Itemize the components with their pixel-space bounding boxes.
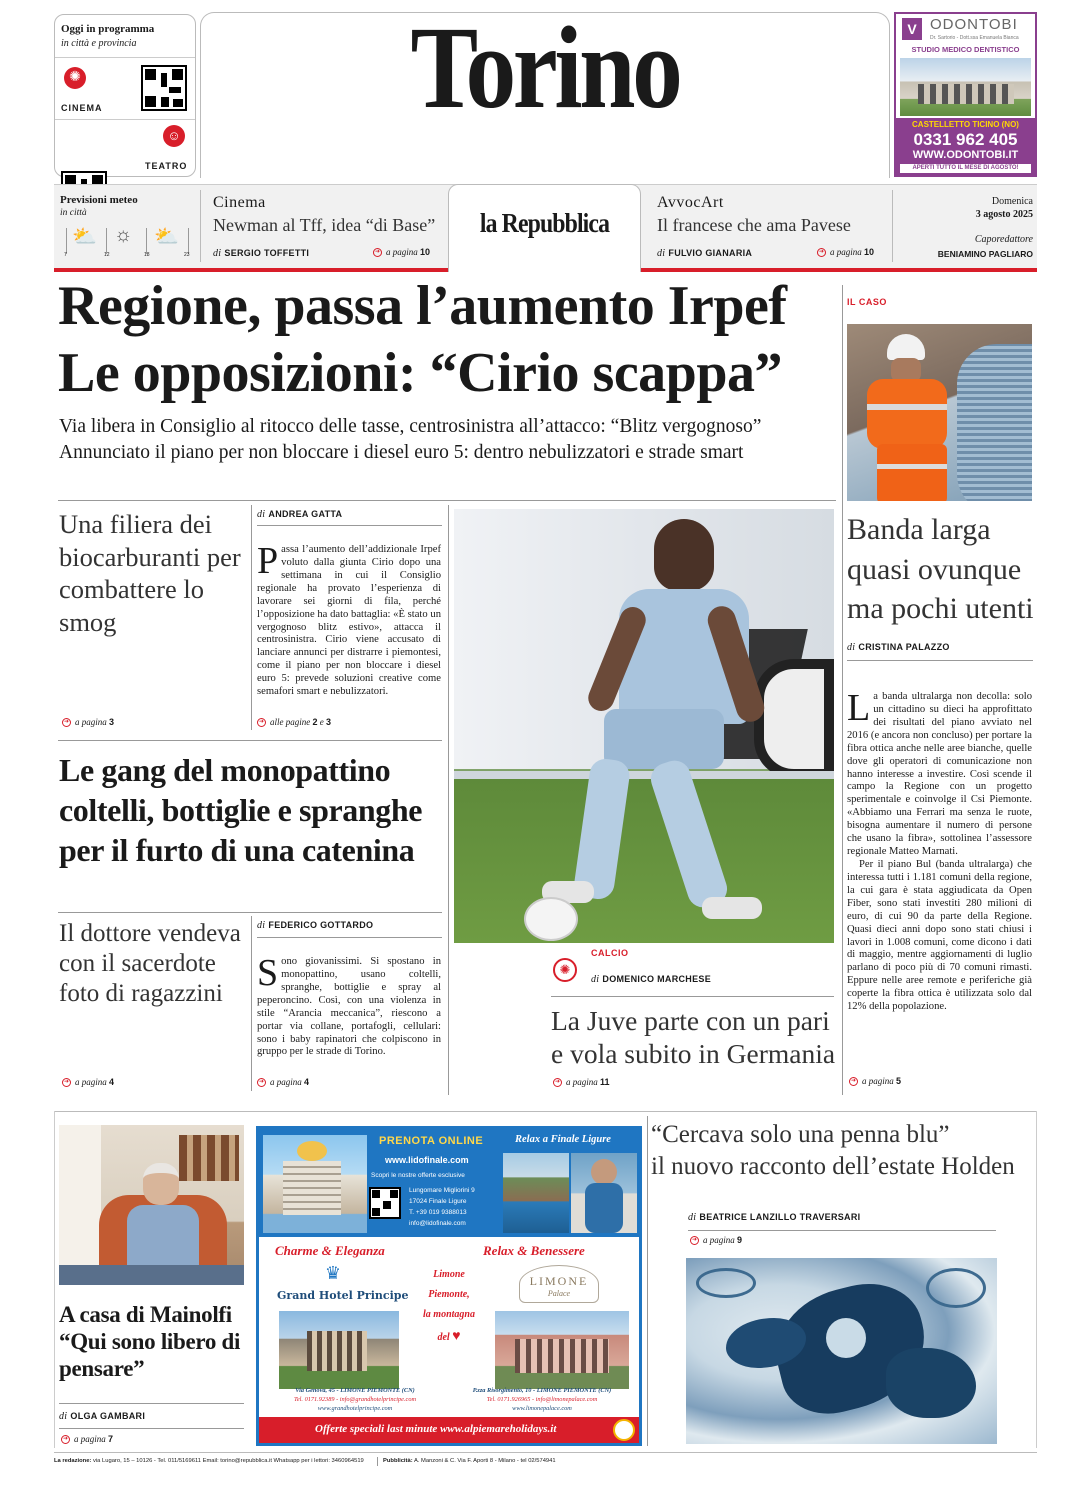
soccer-ball-icon: ✺ <box>553 958 577 982</box>
cinema-icon: ✺ <box>64 67 86 89</box>
paper-logo: la Repubblica <box>479 208 610 238</box>
ad-lido-photo <box>263 1135 367 1233</box>
meteo-hour: 23 <box>184 252 190 258</box>
programma-subtitle: in città e provincia <box>61 38 137 49</box>
caso-kicker: IL CASO <box>847 297 887 307</box>
ad-lp-tel: Tel. 0171.926965 - info@limonepalace.com <box>486 1396 598 1403</box>
juve-kicker: CALCIO <box>591 948 629 958</box>
ad-charme: Charme & Eleganza <box>275 1243 385 1258</box>
ad-lp-address: P.zza Risorgimento, 10 - LIMONE PIEMONTE (CN) <box>472 1387 612 1394</box>
ad-lido-phone: T. +39 019 9388013 <box>409 1209 467 1216</box>
ad-odontobi-studio: STUDIO MEDICO DENTISTICO <box>911 45 1020 54</box>
lead-headline-1[interactable]: Regione, passa l’aumento Irpef <box>58 275 787 337</box>
biocarburanti-page[interactable]: ➜ a pagina 3 <box>63 717 115 727</box>
ad-odontobi-location: CASTELLETTO TICINO (NO) <box>912 120 1019 129</box>
date: 3 agosto 2025 <box>975 209 1033 220</box>
biocarburanti-headline[interactable]: Una filiera dei biocarburanti per combattere lo smog <box>59 509 241 637</box>
caso-photo[interactable] <box>847 324 1032 501</box>
editor-name: BENIAMINO PAGLIARO <box>937 249 1033 259</box>
holden-headline-1[interactable]: “Cercava solo una penna blu” <box>651 1121 950 1148</box>
ad-gh-web[interactable]: www.grandhotelprincipe.com <box>317 1405 393 1412</box>
meteo-icon-7: ⛅ <box>72 226 97 248</box>
teaser-headline: Newman al Tff, idea “di Base” <box>213 215 436 235</box>
ad-benessere: Relax & Benessere <box>483 1243 585 1258</box>
dottore-page[interactable]: ➜ a pagina 4 <box>63 1077 115 1087</box>
mainolfi-photo[interactable] <box>59 1125 244 1285</box>
ad-limone-1: Limone <box>433 1269 465 1280</box>
meteo-subtitle: in città <box>60 208 87 218</box>
ad-lido-qr[interactable] <box>369 1187 401 1219</box>
dottore-headline[interactable]: Il dottore vendeva con il sacerdote foto di ragazzini <box>59 920 241 1007</box>
editor-label: Caporedattore <box>974 234 1033 245</box>
lead-body: Passa l’aumento dell’addizionale Irpef voluto dalla giunta Cirio dopo una settimana in cui il Consiglio regionale ha provato l’esperienza di lavorare sei giorni di fila, perché l’opposizione ha dato battaglia: «È stato un vergognoso blitz estivo», attacca il centrosinistra. Cirio viene accusato di lanciare annunci per distrarre i piemontesi, come il piano per non bloccare i diesel euro 5: prevede soluzioni creative come semafori smart e nebulizzatori. <box>257 540 441 698</box>
lead-headline-2[interactable]: Le opposizioni: “Cirio scappa” <box>58 342 782 404</box>
ad-relax-photo <box>571 1153 637 1233</box>
ad-lp-web[interactable]: www.limonepalace.com <box>512 1405 572 1412</box>
ad-prenota[interactable]: PRENOTA ONLINE <box>379 1135 484 1147</box>
meteo-hour: 12 <box>104 252 110 258</box>
holden-headline-2[interactable]: il nuovo racconto dell’estate Holden <box>651 1153 1015 1180</box>
ad-odontobi-note: APERTI TUTTO IL MESE DI AGOSTO! <box>900 164 1031 173</box>
mainolfi-headline[interactable]: A casa di Mainolfi “Qui sono libero di pensare” <box>59 1302 241 1381</box>
holden-byline: di BEATRICE LANZILLO TRAVERSARI <box>688 1212 861 1223</box>
meteo-icon-18: ⛅ <box>154 226 179 248</box>
ad-odontobi[interactable] <box>894 12 1037 177</box>
ad-limone-4: del ♥ <box>437 1329 461 1344</box>
ad-grand-hotel-photo <box>279 1311 399 1389</box>
teaser-headline: Il francese che ama Pavese <box>657 215 851 235</box>
date-day: Domenica <box>991 196 1033 207</box>
cinema-qr[interactable] <box>141 65 187 111</box>
holden-page[interactable]: ➜ a pagina 9 <box>691 1235 743 1245</box>
teatro-label[interactable]: TEATRO <box>145 161 188 171</box>
footer-pubblicita: Pubblicità: A. Manzoni & C. Via F. Aporti 8 - Milano - tel 02/574941 <box>383 1458 556 1464</box>
ad-grand-hotel-name: Grand Hotel Principe <box>277 1289 409 1302</box>
gang-page[interactable]: ➜ a pagina 4 <box>258 1077 310 1087</box>
gang-body: Sono giovanissimi. Si spostano in monopattino, usano coltelli, spranghe, bottiglie e spray al peperoncino. Così, con una violenza in stile “Arancia meccanica”, riescono a portar via collane, portafogli, cellulari: sono i baby rapinatori che colpiscono in gruppo per le strade di Torino. <box>257 952 441 1058</box>
meteo-hour: 18 <box>144 252 150 258</box>
ad-offer-text[interactable]: Offerte speciali last minute www.alpiemareholidays.it <box>315 1423 557 1435</box>
ad-limone-palace-logo: LIMONE Palace <box>519 1265 599 1303</box>
ad-odontobi-logo-icon: V <box>902 18 922 40</box>
teaser-section: AvvocArt <box>657 194 724 211</box>
gang-headline[interactable]: Le gang del monopattino coltelli, bottiglie e spranghe per il furto di una catenina <box>59 752 423 868</box>
teaser-page[interactable]: ➜ a pagina 10 <box>818 247 875 257</box>
masthead-title: Torino <box>410 2 680 133</box>
lead-subhead-2: Annunciato il piano per non bloccare i diesel euro 5: dentro nebulizzatori e strade smart <box>59 442 744 463</box>
teaser-avvocart[interactable] <box>648 184 888 268</box>
meteo-icon-12: ☼ <box>114 224 133 246</box>
gang-byline: di FEDERICO GOTTARDO <box>257 920 374 931</box>
cinema-label[interactable]: CINEMA <box>61 103 103 113</box>
ad-offer-qr[interactable] <box>265 1444 295 1446</box>
meteo-title: Previsioni meteo <box>60 194 138 206</box>
teaser-page[interactable]: ➜ a pagina 10 <box>374 247 431 257</box>
teatro-icon: ☺ <box>163 125 185 147</box>
teaser-cinema[interactable] <box>204 184 444 268</box>
ad-lido-address-2: 17024 Finale Ligure <box>409 1198 467 1205</box>
ad-odontobi-doctors: Dr. Sartorio - Dott.ssa Emanuela Bianca <box>930 35 1019 41</box>
heart-icon: ♥ <box>452 1329 461 1344</box>
ad-limone-2: Piemonte, <box>428 1289 470 1300</box>
ad-odontobi-building <box>900 58 1031 116</box>
mainolfi-byline: di OLGA GAMBARI <box>59 1411 146 1422</box>
juve-photo[interactable] <box>454 509 834 943</box>
meteo-hour: 7 <box>64 252 67 258</box>
juve-page[interactable]: ➜ a pagina 11 <box>554 1077 610 1087</box>
mainolfi-page[interactable]: ➜ a pagina 7 <box>62 1434 114 1444</box>
caso-body-2: Per il piano Bul (banda ultralarga) che interessa tutti i 1.181 comuni della regione, la cui gara è stata aggiudicata da Open Fiber, sono stati investiti 280 milioni di euro, di cui 90 da parte della Regione. Quasi dieci anni dopo sono stati chiusi i lavori in 1.008 comuni, come dicono i dati di maggio, mentre aggiornamenti di luglio parlano di poco più di 70 comuni rimasti. Eppure nelle aree remote e periferiche già coperte la fibra ottica è utilizzata solo dal 12% della popolazione. <box>847 858 1032 1013</box>
footer-redazione: La redazione: via Lugaro, 15 – 10126 - Tel. 011/5169611 Email: torino@repubblica.it Whatsapp per i lettori: 3460964519 <box>54 1458 364 1464</box>
ad-lido-address-1: Lungomare Migliorini 9 <box>409 1187 475 1194</box>
teaser-section: Cinema <box>213 194 266 211</box>
ad-relax-finale: Relax a Finale Ligure <box>515 1134 611 1145</box>
programma-title: Oggi in programma <box>61 23 155 35</box>
ad-limone-3: la montagna <box>423 1309 475 1320</box>
caso-headline[interactable]: Banda larga quasi ovunque ma pochi utenti <box>847 513 1034 626</box>
lead-pages[interactable]: ➜ alle pagine 2 e 3 <box>258 717 332 727</box>
ad-gh-address: Via Genova, 45 - LIMONE PIEMONTE (CN) <box>295 1387 415 1394</box>
teaser-byline: di SERGIO TOFFETTI <box>213 248 310 259</box>
ad-grand-hotel-crest-icon: ♛ <box>324 1263 342 1283</box>
juve-headline[interactable]: La Juve parte con un pari e vola subito in Germania <box>551 1005 836 1069</box>
ad-odontobi-phone[interactable]: 0331 962 405 <box>913 130 1018 149</box>
ad-hotels[interactable] <box>256 1126 642 1446</box>
meteo-box <box>54 184 196 268</box>
lead-subhead-1: Via libera in Consiglio al ritocco delle tasse, centrosinistra all’attacco: “Blitz vergognoso” <box>59 416 762 437</box>
juve-byline: di DOMENICO MARCHESE <box>591 974 711 985</box>
ad-lido-email: info@lidofinale.com <box>409 1220 466 1227</box>
caso-body: La banda ultralarga non decolla: solo un cittadino su dieci ha approfittato dei risultati del piano avviato nel 2016 (e ancora non concluso) per portare la fibra ottica anche nelle aree bianche, quelle dove gli operatori di comunicazione non hanno interesse a investire. Così scende il campo la Regione con un progetto sperimentale e coinvolge il Csi Piemonte. «Abbiamo una Ferrari ma senza le ruote, bisogna aumentare il numero di persone che usano la fibra», sottolinea l’assessore regionale Matteo Marnati. Per il piano Bul (banda ultralarga) che interessa tutti i 1.181 comuni della regione, la cui gara è stata aggiudicata da Open Fiber, sono stati investiti 280 milioni di euro, di cui 90 da parte della Regione. Quasi dieci anni dopo sono stati chiusi i lavori in 1.008 comuni, come dicono i dati di maggio, mentre aggiornamenti di luglio parlano di poco più di 70 comuni rimasti. Eppure nelle aree remote e periferiche già coperte la fibra ottica è utilizzata solo dal 12% della popolazione. <box>847 687 1032 1013</box>
programma-box <box>54 14 196 177</box>
date-box <box>896 184 1033 268</box>
ad-lido-discover: Scopri le nostre offerte esclusive <box>371 1172 465 1179</box>
ad-lido-site[interactable]: www.lidofinale.com <box>385 1155 469 1165</box>
ad-odontobi-brand: ODONTOBI <box>930 16 1018 33</box>
caso-page[interactable]: ➜ a pagina 5 <box>850 1076 902 1086</box>
ad-offer-logo-icon <box>613 1419 635 1441</box>
teaser-byline: di FULVIO GIANARIA <box>657 248 753 259</box>
ad-finale-photo <box>503 1153 569 1233</box>
lead-byline: di ANDREA GATTA <box>257 509 343 520</box>
ad-limone-palace-photo <box>495 1311 629 1389</box>
holden-illustration[interactable] <box>686 1258 997 1444</box>
ad-odontobi-web[interactable]: WWW.ODONTOBI.IT <box>912 149 1019 161</box>
caso-byline: di CRISTINA PALAZZO <box>847 642 950 653</box>
ad-gh-tel: Tel. 0171.92389 - info@grandhotelprincipe.com <box>293 1396 417 1403</box>
